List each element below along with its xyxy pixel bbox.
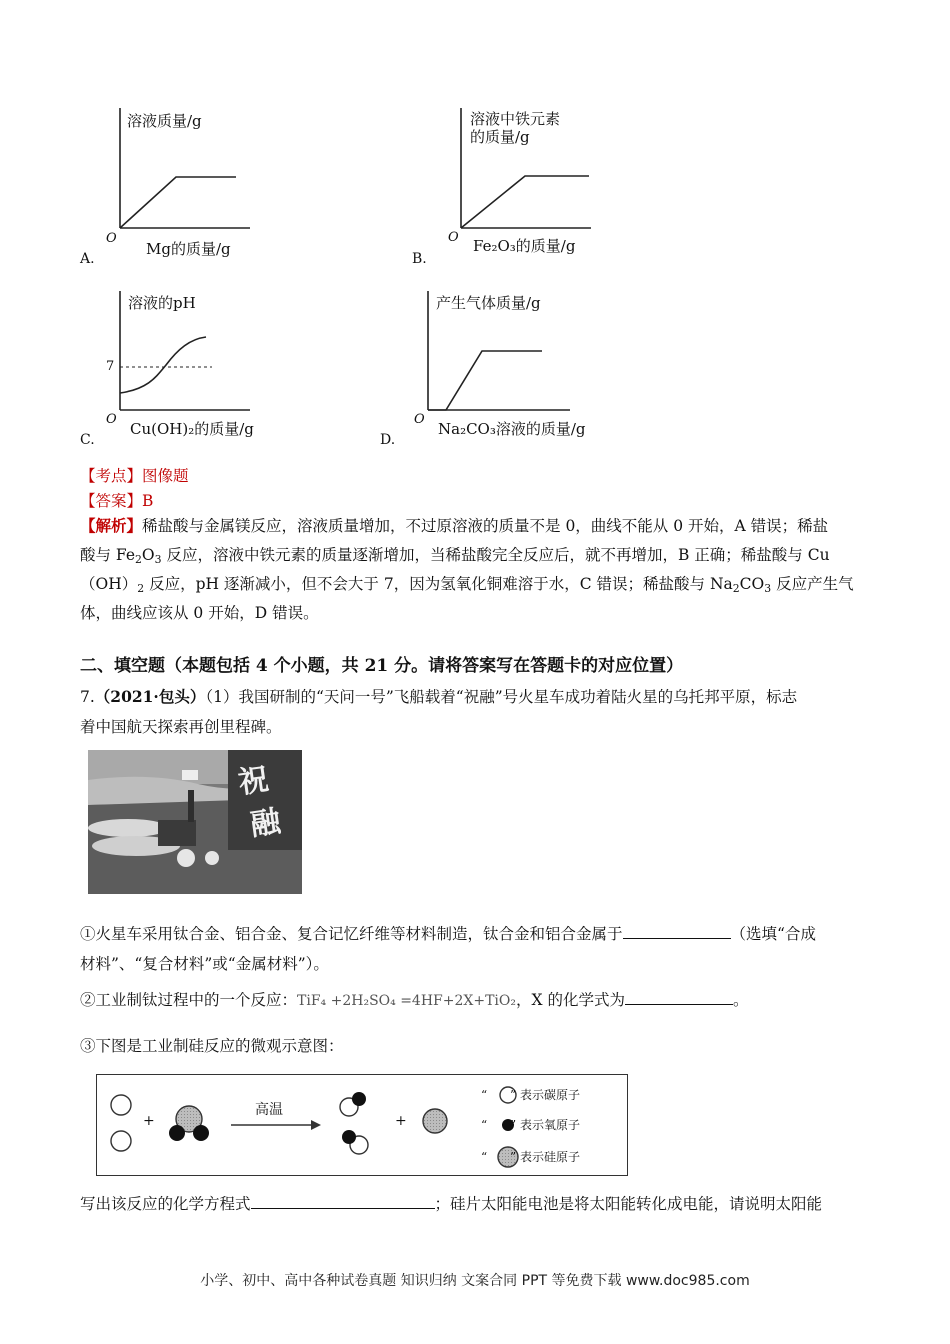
option-a-ylabel: 溶液质量/g — [127, 112, 202, 130]
q7-last-text-a: 写出该反应的化学方程式 — [80, 1195, 251, 1213]
legend-carbon: “ ” 表示碳原子 — [481, 1088, 580, 1102]
jiexi-text-3b: 反应，pH 逐渐减小，但不会大于 7，因为氢氧化铜难溶于水，C 错误；稀盐酸与 Na — [144, 575, 733, 593]
jiexi-text-2a: 酸与 Fe — [80, 546, 136, 564]
photo-text-1: 祝 — [236, 762, 271, 801]
option-b-ylabel-2: 的质量/g — [470, 128, 530, 146]
q7-number: 7. — [80, 688, 95, 706]
option-c-ylabel: 溶液的pH — [128, 294, 196, 312]
q7-intro-1 — [80, 687, 797, 707]
q7-item2-text-a: ②工业制钛过程中的一个反应： — [80, 991, 298, 1009]
option-c-ref-label: 7 — [106, 359, 115, 374]
jiexi-line-4 — [80, 603, 319, 623]
jiexi-text-1: 稀盐酸与金属镁反应，溶液质量增加，不过原溶液的质量不是 0，曲线不能从 0 开始，A 错误；稀盐 — [142, 517, 829, 535]
plus-sign-2: + — [395, 1113, 407, 1129]
q7-item2-formula: TiF₄ +2H₂SO₄ =4HF+2X+TiO₂ — [297, 993, 516, 1009]
kaodian-line — [80, 466, 189, 486]
option-c-graph — [100, 285, 270, 445]
answer-line — [80, 491, 153, 511]
option-a-letter: A. — [80, 251, 95, 267]
q7-intro-2: 着中国航天探索再创里程碑。 — [80, 718, 282, 736]
jiexi-line-3 — [80, 574, 854, 599]
option-b-origin: O — [448, 230, 459, 245]
option-b-xlabel: Fe₂O₃的质量/g — [473, 237, 576, 255]
legend-carbon-text: 表示碳原子 — [519, 1088, 580, 1102]
option-d-ylabel: 产生气体质量/g — [436, 294, 541, 312]
option-d-origin: O — [414, 412, 425, 427]
q7-source: （2021·包头） — [94, 687, 206, 706]
option-a-xlabel: Mg的质量/g — [146, 240, 231, 258]
legend-oxygen: “ ” 表示氧原子 — [481, 1118, 580, 1132]
jiexi-text-3d: 反应产生气 — [771, 575, 854, 593]
option-d-graph — [410, 285, 610, 445]
jiexi-line-2 — [80, 545, 830, 570]
reaction-condition: 高温 — [255, 1102, 283, 1118]
option-a-origin: O — [106, 231, 117, 246]
jiexi-sub-3c: 3 — [764, 582, 772, 595]
q7-item2-text-c: 。 — [732, 991, 749, 1009]
jiexi-text-4: 体，曲线应该从 0 开始，D 错误。 — [80, 604, 319, 622]
jiexi-sub-3b: 2 — [732, 582, 740, 595]
q7-item1-line2: 材料”、“复合材料”或“金属材料”）。 — [80, 955, 329, 973]
q7-item1-blank[interactable] — [623, 924, 731, 939]
jiexi-sub-2a: 2 — [135, 553, 142, 566]
q7-intro-text-1: （1）我国研制的“天问一号”飞船载着“祝融”号火星车成功着陆火星的乌托邦平原，标志 — [205, 688, 798, 706]
jiexi-label: 【解析】 — [80, 516, 143, 535]
kaodian-label: 【考点】 — [80, 467, 143, 485]
option-a-graph — [100, 100, 260, 265]
option-c-origin: O — [106, 412, 117, 427]
jiexi-sub-2b: 3 — [154, 553, 162, 566]
jiexi-text-2c: 反应，溶液中铁元素的质量逐渐增加，当稀盐酸完全反应后，就不再增加，B 正确；稀盐酸与 Cu — [161, 546, 830, 564]
answer-value: B — [142, 492, 154, 510]
legend-silicon: “ ” 表示硅原子 — [481, 1150, 580, 1164]
option-d-xlabel: Na₂CO₃溶液的质量/g — [438, 420, 586, 438]
option-d-letter: D. — [380, 432, 396, 448]
q7-item2-blank[interactable] — [625, 990, 733, 1005]
q7-last-text-b: ；硅片太阳能电池是将太阳能转化成电能，请说明太阳能 — [434, 1195, 823, 1213]
kaodian-value: 图像题 — [142, 467, 189, 485]
option-b-letter: B. — [412, 251, 427, 267]
zhurong-rover-photo — [88, 750, 302, 894]
silicon-reaction-diagram — [96, 1074, 628, 1176]
jiexi-text-2b: O — [141, 546, 155, 564]
q7-item3-line: ③下图是工业制硅反应的微观示意图： — [80, 1037, 344, 1055]
q7-item1-line1 — [80, 924, 816, 944]
q7-item1-text-a: ①火星车采用钛合金、铝合金、复合记忆纤维等材料制造，钛合金和铝合金属于 — [80, 925, 623, 943]
option-b-ylabel-1: 溶液中铁元素 — [470, 110, 561, 128]
legend-oxygen-text: 表示氧原子 — [519, 1118, 580, 1132]
jiexi-text-3a: （OH） — [80, 575, 138, 593]
plus-sign-1: + — [143, 1113, 155, 1129]
q7-equation-blank[interactable] — [251, 1194, 435, 1209]
q7-item2-text-b: ，X 的化学式为 — [516, 991, 625, 1009]
page-footer: 小学、初中、高中各种试卷真题 知识归纳 文案合同 PPT 等免费下载 www.doc985.com — [200, 1273, 750, 1289]
q7-item1-text-b: （选填“合成 — [730, 925, 816, 943]
section2-title: 二、填空题（本题包括 4 个小题，共 21 分。请将答案写在答题卡的对应位置） — [80, 656, 684, 676]
option-c-letter: C. — [80, 432, 95, 448]
q7-last-line — [80, 1194, 822, 1214]
photo-text-2: 融 — [248, 804, 283, 843]
option-c-xlabel: Cu(OH)₂的质量/g — [130, 420, 254, 438]
answer-label: 【答案】 — [80, 492, 143, 510]
q7-item2-line — [80, 990, 748, 1011]
jiexi-sub-3a: 2 — [137, 582, 145, 595]
option-b-graph — [443, 104, 603, 264]
legend-silicon-text: 表示硅原子 — [519, 1150, 580, 1164]
jiexi-text-3c: CO — [739, 575, 765, 593]
jiexi-line-1 — [80, 516, 828, 536]
